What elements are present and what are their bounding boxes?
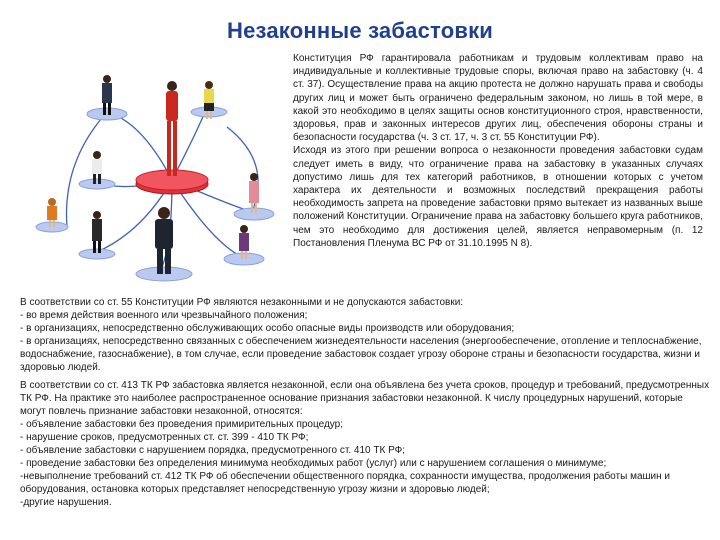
paragraph: Конституция РФ гарантировала работникам и трудовым коллективам право на индивидуальные и коллективные трудовые споры, включая право на забастовку (ч. 4 ст. 37). Осуществление права на акцию протеста не должно нарушать права и свободы других лиц и может быть ограничено федеральным законом, но лишь в той мере, в какой это необходимо в целях защиты основ конституционного строя, нравственности, здоровья, прав и законных интересов других лиц, обеспечения обороны страны и безопасности государства (ч. 3 ст. 17, ч. 3 ст. 55 Конституции РФ).	[293, 53, 703, 144]
person-figure	[92, 211, 102, 253]
list-item: - в организациях, непосредственно обслуживающих особо опасные виды производств или оборудования;	[20, 323, 515, 335]
list-item: - проведение забастовки без определения минимума необходимых работ (услуг) или с нарушением соглашения о минимуме;	[20, 458, 607, 470]
list-item: - во время действия военного или чрезвычайного положения;	[20, 310, 308, 322]
platform-disc	[87, 108, 127, 120]
person-figure	[166, 81, 178, 176]
platform-disc	[234, 208, 274, 220]
list-item: -другие нарушения.	[20, 497, 112, 509]
list-item: - в организациях, непосредственно связанных с обеспечением жизнедеятельности населения (энергообеспечение, отопление и теплоснабжение, водоснабжение, газоснабжение), в том случае, если проведение забастовок создает угрозу обороне страны и безопасности государства, жизни и здоровью людей.	[20, 336, 702, 374]
page-title: Незаконные забастовки	[227, 18, 493, 43]
list-item: -невыполнение требований ст. 412 ТК РФ об обеспечении общественного порядка, сохранности имущества, продолжения работы машин и оборудования, остановка которых представляет непосредственную угрозу жизни и здоровью людей;	[20, 471, 670, 496]
platform-disc	[79, 249, 115, 259]
list-item: - нарушение сроков, предусмотренных ст. ст. 399 - 410 ТК РФ;	[20, 431, 309, 443]
network-illustration	[22, 52, 292, 297]
platform-disc	[79, 179, 115, 189]
list-item: - объявление забастовки без проведения примирительных процедур;	[20, 418, 344, 430]
article-text-block	[20, 296, 710, 510]
platform-disc	[136, 267, 192, 281]
constitution-text-block	[293, 52, 703, 250]
platform-disc	[224, 253, 264, 265]
paragraph: В соответствии со ст. 413 ТК РФ забастовка является незаконной, если она объявлена без учета сроков, процедур и требований, предусмотренных ТК РФ. На практике это наиболее распространенное основание признания забастовки незаконной. К числу процедурных нарушений, которые могут повлечь признание забастовки незаконной, относятся:	[20, 379, 710, 417]
paragraph: В соответствии со ст. 55 Конституции РФ являются незаконными и не допускаются забастовки:	[20, 297, 464, 308]
list-item: - объявление забастовки с нарушением порядка, предусмотренного ст. 410 ТК РФ;	[20, 445, 406, 457]
platform-disc	[36, 222, 68, 232]
paragraph: Исходя из этого при решении вопроса о незаконности проведения забастовки судам следует иметь в виду, что ограничение права на забастовку в указанных случаях допустимо лишь для тех категорий работников, в отношении которых с учетом характера их деятельности и возможных последствий прекращения работы необходимость запрета на проведение забастовки прямо вытекает из названных выше положений Конституции. Ограничение права на забастовку большего круга работников, чем это необходимо для достижения целей, является неправомерным (п. 12 Постановления Пленума ВС РФ от 31.10.1995 N 8).	[293, 145, 703, 249]
